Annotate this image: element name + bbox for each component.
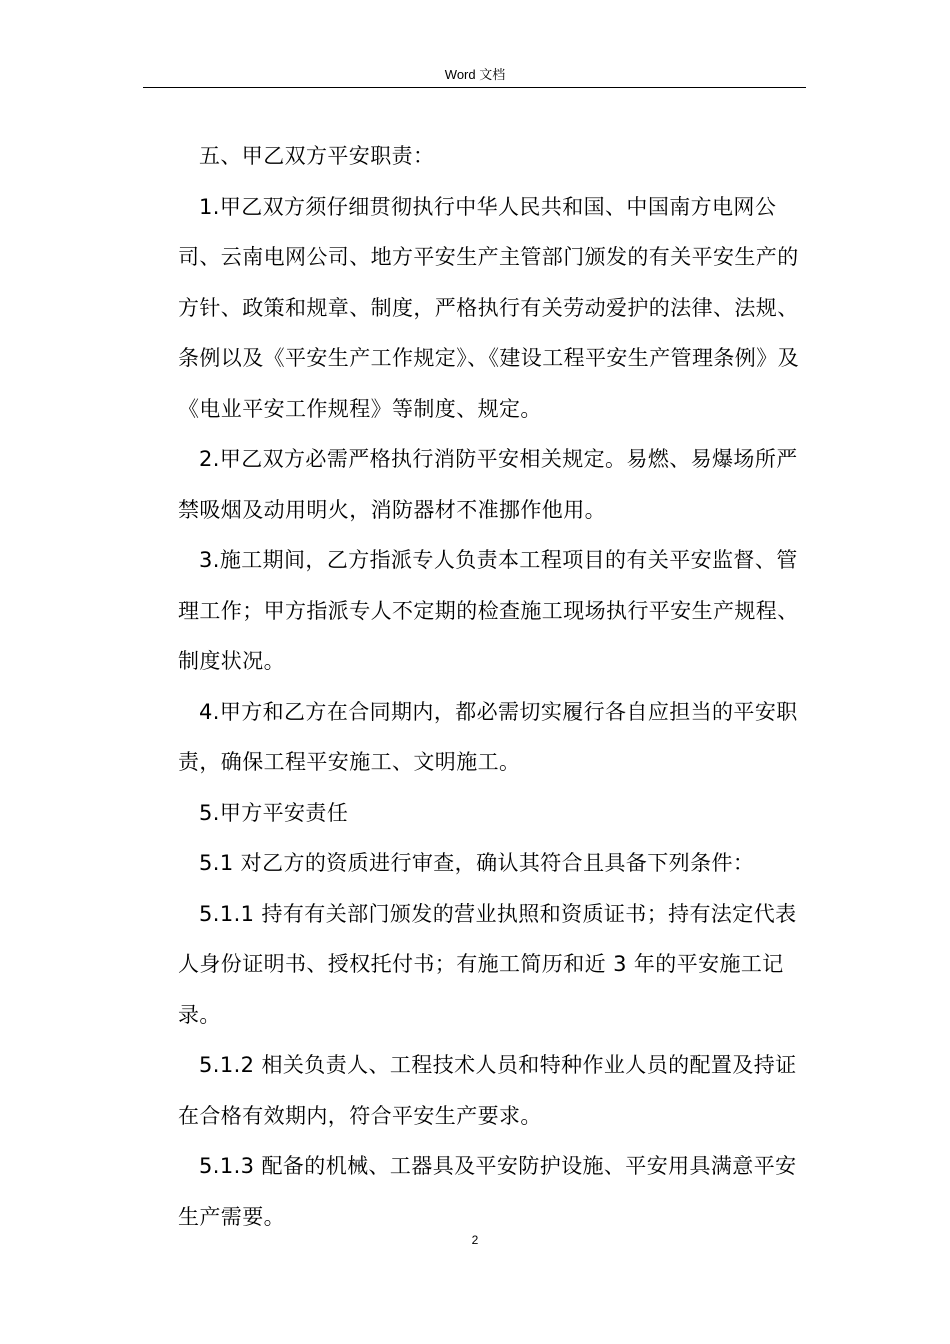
paragraph-clause-1: 1.甲乙双方须仔细贯彻执行中华人民共和国、中国南方电网公司、云南电网公司、地方平安生产主管部门颁发的有关平安生产的方针、政策和规章、制度，严格执行有关劳动爱护的法律、法规、条例以及《平安生产工作规定》、《建设工程平安生产管理条例》及《电业平安工作规程》等制度、规定。 — [178, 194, 799, 421]
page-header-title: Word 文档 — [444, 67, 506, 82]
paragraph-clause-2: 2.甲乙双方必需严格执行消防平安相关规定。易燃、易爆场所严禁吸烟及动用明火，消防器材不准挪作他用。 — [178, 447, 798, 522]
page-number: 2 — [471, 1233, 479, 1247]
paragraph-clause-5: 5.甲方平安责任 — [199, 800, 349, 825]
paragraph-clause-5-1-2: 5.1.2 相关负责人、工程技术人员和特种作业人员的配置及持证在合格有效期内，符合平安生产要求。 — [178, 1053, 797, 1128]
header-divider — [143, 87, 806, 88]
paragraph-clause-3: 3.施工期间，乙方指派专人负责本工程项目的有关平安监督、管理工作；甲方指派专人不定期的检查施工现场执行平安生产规程、制度状况。 — [178, 548, 799, 673]
paragraph-clause-5-1-1: 5.1.1 持有有关部门颁发的营业执照和资质证书；持有法定代表人身份证明书、授权托付书；有施工简历和近 3 年的平安施工记录。 — [178, 901, 797, 1027]
paragraph-clause-4: 4.甲方和乙方在合同期内，都必需切实履行各自应担当的平安职责，确保工程平安施工、文明施工。 — [178, 699, 798, 774]
document-body — [178, 131, 808, 1242]
paragraph-clause-5-1: 5.1 对乙方的资质进行审查，确认其符合且具备下列条件： — [199, 851, 755, 875]
paragraph-section-heading: 五、甲乙双方平安职责： — [199, 144, 435, 168]
paragraph-clause-5-1-3: 5.1.3 配备的机械、工器具及平安防护设施、平安用具满意平安生产需要。 — [178, 1154, 797, 1229]
